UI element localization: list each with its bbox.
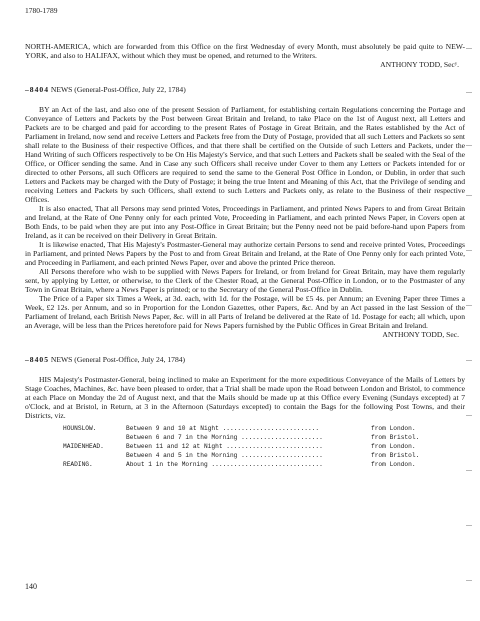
direction-cell: from Bristol.: [371, 434, 420, 441]
table-row: [63, 425, 431, 434]
direction-cell: from London.: [371, 461, 416, 468]
margin-tick: [466, 415, 472, 416]
entry-8405: [25, 355, 465, 470]
time-cell: About 1 in the Morning ..............................: [126, 461, 323, 468]
town-cell: [63, 434, 126, 443]
running-head: 1780-1789: [25, 6, 58, 15]
margin-tick: [466, 92, 472, 93]
time-cell: Between 9 and 10 at Night ..........................: [126, 425, 320, 432]
page-number: 140: [25, 582, 37, 591]
entry-paragraph: The Price of a Paper six Times a Week, at 3d. each, with 1d. for the Postage, will be £5 4s. per Annum; an Evening Paper three Times a Week, £2 12s. per Annum, and so in Proportion for the London Gazettes, other Papers, &c. And by an Act passed in the last Session of the Parliament of Ireland, each British News Paper, &c. will in all Parts of Ireland be delivered at the Rate of 1d. Postage for each; all which, upon an Average, will be less than the Prices heretofore paid for News Papers furnished by the Public Offices in Great Britain and Ireland.: [25, 294, 465, 330]
entry-paragraph: It is likewise enacted, That His Majesty's Postmaster-General may authorize certain Persons to send and receive printed Votes, Proceedings in Parliament, and printed News Papers by the Post to and from Great Britain and Ireland, at the Rate of One Penny only for each printed Vote, and Proceeding in Parliament, and each printed News Paper, over and above the printed Price thereon.: [25, 240, 465, 267]
margin-tick: [466, 250, 472, 251]
entry-heading: [25, 85, 465, 94]
entry-paragraph: HIS Majesty's Postmaster-General, being inclined to make an Experiment for the more expeditious Conveyance of the Mails of Letters by Stage Coaches, Machines, &c. have been pleased to order, that a Trial shall be made upon the Road between London and Bristol, to commence at each Place on Monday the 2d of August next, and that the Mails should be made up at this Office every Evening (Sundays excepted) at 7 o'Clock, and at Bristol, in Return, at 3 in the Afternoon (Saturdays excepted) to contain the Bags for the following Post Towns, and their Districts, viz.: [25, 375, 465, 420]
margin-tick: [466, 360, 472, 361]
direction-cell: from Bristol.: [371, 452, 420, 459]
continuation-paragraph: NORTH-AMERICA, which are forwarded from this Office on the first Wednesday of every Month, must absolutely be paid quite to NEW-YORK, and also to HALIFAX, without which they must be opened, and returned to the Writers.: [25, 42, 465, 60]
margin-tick: [466, 580, 472, 581]
town-cell: [63, 452, 126, 461]
entry-title: NEWS (General-Post-Office, July 22, 1784): [50, 85, 186, 94]
town-cell: READING.: [63, 461, 93, 468]
mail-schedule-table: [63, 425, 431, 470]
margin-tick: [466, 145, 472, 146]
table-row: [63, 434, 431, 443]
margin-tick: [466, 305, 472, 306]
entry-heading: [25, 355, 465, 364]
text-column: [25, 42, 465, 470]
entry-8404: [25, 85, 465, 339]
table-row: [63, 461, 431, 470]
margin-tick: [466, 195, 472, 196]
entry-paragraph: All Persons therefore who wish to be supplied with News Papers for Ireland, or from Ireland for Great Britain, may have them regularly sent, by applying by Letter, or otherwise, to the Clerk of the Chester Road, at the General Post-Office in London, or to the Postmaster of any Town in Great Britain, where a News Paper is printed; or to the Secretary of the General Post-Office in Dublin.: [25, 267, 465, 294]
table-row: [63, 452, 431, 461]
time-cell: Between 4 and 5 in the Morning ......................: [126, 452, 323, 459]
continuation-signature: ANTHONY TODD, Secʸ.: [380, 60, 459, 69]
time-cell: Between 6 and 7 in the Morning ......................: [126, 434, 323, 441]
direction-cell: from London.: [371, 443, 416, 450]
direction-cell: from London.: [371, 425, 416, 432]
entry-title: NEWS (General Post-Office, July 24, 1784): [50, 355, 186, 364]
margin-tick: [466, 48, 472, 49]
entry-signature: ANTHONY TODD, Sec.: [382, 330, 459, 339]
entry-number: –8404: [25, 85, 49, 94]
margin-tick: [466, 525, 472, 526]
table-row: [63, 443, 431, 452]
time-cell: Between 11 and 12 at Night ..........................: [126, 443, 323, 450]
town-cell: HOUNSLOW.: [63, 425, 97, 432]
town-cell: MAIDENHEAD.: [63, 443, 104, 450]
entry-paragraph: BY an Act of the last, and also one of the present Session of Parliament, for establishing certain Regulations concerning the Portage and Conveyance of Letters and Packets by the Post between Great Britain and Ireland, to take Place on the 1st of August next, all Letters and Packets are to be charged and paid for according to the present Rates of Postage in Great Britain, and the Rates established by the Act of Parliament in Ireland, now send and receive Letters and Packets free from the Duty of Postage, provided that all such Letters and Packets so sent shall relate to the Business of their respective Offices, and that there shall be certified on the Outside of such Letters and Packets, under the Hand Writing of such Officers respectively to be On His Majesty's Service, and that such Letters and Packets shall be sealed with the Seal of the Office, or Officer sending the same. And in Case any such Officers shall receive under Cover to them any Letters or Packets intended for or directed to other Persons, all such Officers are required to send the same to the General Post Office in London, or Dublin, in order that such Letters and Packets may be charged with the Duty of Postage; it being the true Intent and Meaning of this Act, that the Privilege of sending and receiving Letters and Packets by such Officers, shall extend to such Letters and Packets only, as relate to the Business of their respective Offices.: [25, 105, 465, 204]
margin-tick: [466, 470, 472, 471]
entry-number: –8405: [25, 355, 49, 364]
entry-paragraph: It is also enacted, That all Persons may send printed Votes, Proceedings in Parliament, and printed News Papers to and from Great Britain and Ireland, at the Rate of One Penny only for each printed Vote, Proceeding in Parliament, and each printed News Paper, in Covers open at Both Ends, to be paid when they are put into any Post-Office in Great Britain; but the Penny need not be paid before-hand upon Papers from Ireland, as it can be received on their Delivery in Great Britain.: [25, 204, 465, 240]
